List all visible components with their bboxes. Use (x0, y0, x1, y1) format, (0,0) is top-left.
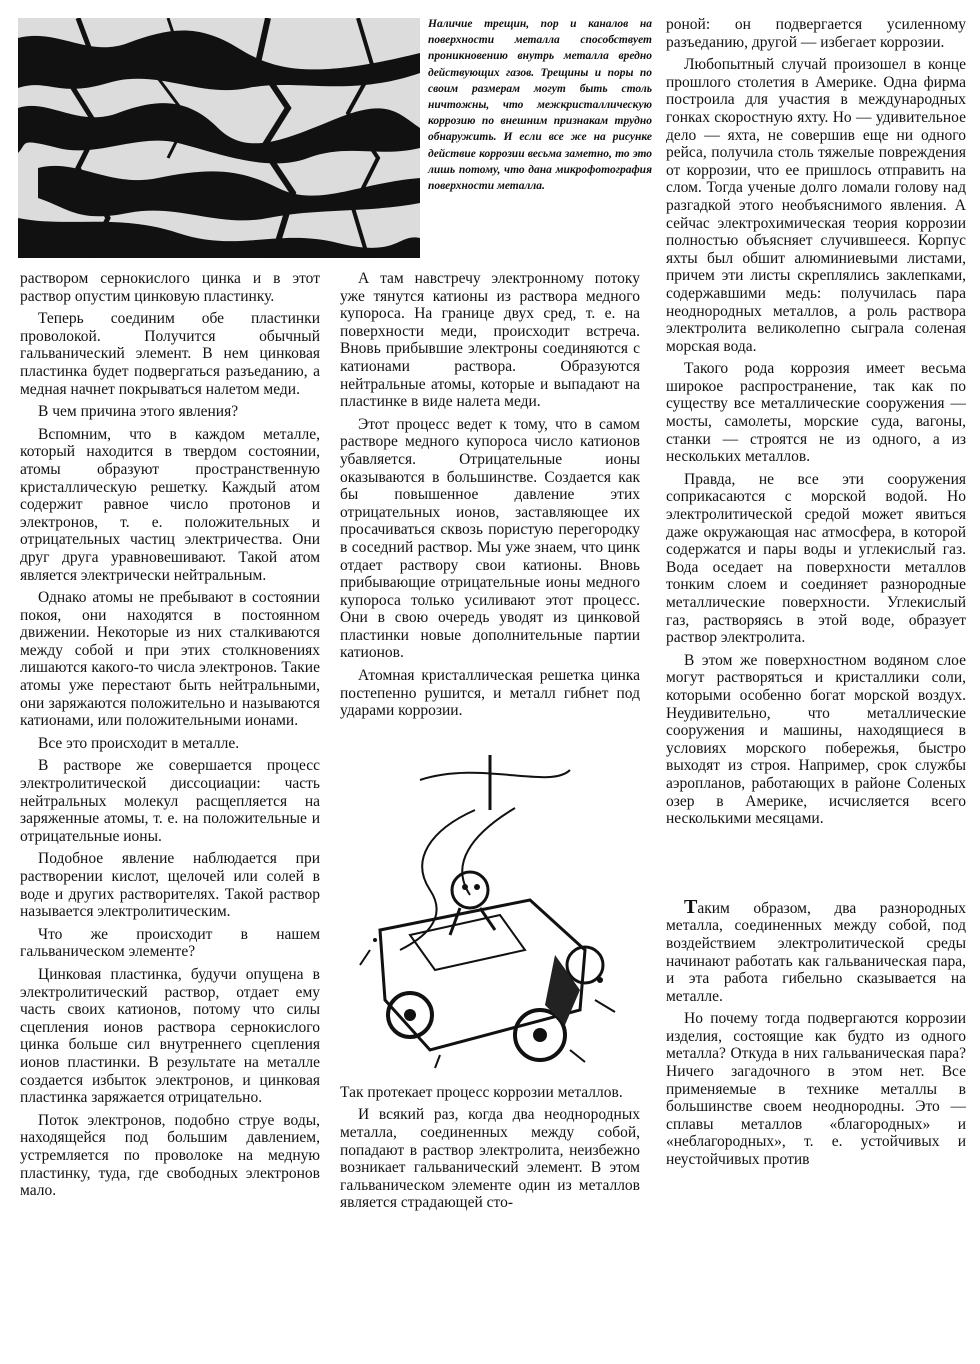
paragraph: Этот процесс ведет к тому, что в самом растворе медного купороса число катионов убавляется. Отрицательные ионы оказываются в большинстве. Создается как бы повышенное давление этих отрицательных ионов, заставляющее их просачиваться сквозь пористую перегородку в соседний раствор. Мы уже знаем, что цинк отдает раствору свои катионы. Вновь прибывающие отрицательные ионы медного купороса только усиливают этот процесс. Они в свою очередь уводят из цинковой пластинки новые дополнительные партии катионов. (340, 415, 640, 662)
paragraph: Любопытный случай произошел в конце прошлого столетия в Америке. Одна фирма построила для участия в международных гонках скоростную яхту. Но — удивительное дело — яхта, не совершив еще ни одного рейса, получила столь тяжелые повреждения от коррозии, что ее пришлось отправить на слом. Тогда ученые долго ломали голову над разгадкой этого необъяснимого явления. А сейчас электрохимическая теория коррозии полностью объясняет случившееся. Корпус яхты был обшит алюминиевыми листами, причем эти листы скреплялись заклепками, содержавшими медь: получилась пара неоднородных металлов, а роль раствора электролита великолепно сыграла соленая морская вода. (666, 56, 966, 355)
paragraph: Что же происходит в нашем гальваническом элементе? (20, 925, 320, 961)
paragraph: Цинковая пластинка, будучи опущена в электролитический раствор, отдает ему часть своих катионов, потому что силы сцепления ионов раствора сернокислого цинка больше сил внутреннего сцепления ионов пластинки. В результате на металле создается избыток электронов, и цинковая пластинка заряжается отрицательно. (20, 965, 320, 1107)
paragraph: Но почему тогда подвергаются коррозии изделия, состоящие как будто из одного металла? Откуда в них гальваническая пара? Ничего загадочного в этом нет. Все применяемые в технике металлы в большинстве своем неоднородны. Это — сплавы металлов «благородных» и «неблагородных», т. е. устойчивых и неустойчивых против (666, 1010, 966, 1169)
paragraph: В этом же поверхностном водяном слое могут растворяться и кристаллики соли, которыми особенно богат морской воздух. Неудивительно, что металлические сооружения и машины, находящиеся в условиях морского побережья, быстро выходят из строя. Например, срок службы аэропланов, работающих в районе Соленых озер в Америке, исчисляется всего несколькими месяцами. (666, 651, 966, 828)
text-column-3 (666, 16, 966, 1174)
paragraph: И всякий раз, когда два неоднородных металла, соединенных между собой, попадают в раствор электролита, неизбежно возникает гальванический элемент. В этом гальваническом элементе один из металлов является страдающей сто- (340, 1106, 640, 1212)
paragraph: Поток электронов, подобно струе воды, находящейся под большим давлением, устремляется по проволоке на медную пластинку, туда, где свободных электронов мало. (20, 1111, 320, 1200)
car-cartoon-icon (340, 750, 640, 1070)
microphotograph-icon (18, 18, 420, 258)
paragraph: Подобное явление наблюдается при растворении кислот, щелочей или солей в воде и других растворителях. Такой раствор называется электролитическим. (20, 850, 320, 921)
corrosion-microphotograph (18, 18, 420, 258)
paragraph: Атомная кристаллическая решетка цинка постепенно рушится, и металл гибнет под ударами коррозии. (340, 667, 640, 720)
paragraph-text: аким образом, два разнородных металла, соединенных между собой, под воздействием электролитической среды начинают работать как гальваническая пара, и эта работа гибельно сказывается на металле. (666, 899, 966, 1005)
paragraph: В растворе же совершается процесс электролитической диссоциации: часть нейтральных молекул расщепляется на заряженные атомы, т. е. на положительные и отрицательные ионы. (20, 757, 320, 845)
text-column-1 (20, 270, 320, 1205)
paragraph: Вспомним, что в каждом металле, который находится в твердом состоянии, атомы образуют пространственную кристаллическую решетку. Каждый атом содержит равное число протонов и электронов, т. е. положительных и отрицательных частиц электричества. Они друг друга уравновешивают. Такой атом является электрически нейтральным. (20, 425, 320, 584)
text-column-2 (340, 270, 640, 1217)
drop-cap: Т (684, 895, 698, 918)
paragraph: Все это происходит в металле. (38, 734, 240, 752)
section-gap (666, 833, 966, 899)
paragraph: В чем причина этого явления? (38, 403, 239, 421)
paragraph: раствором сернокислого цинка и в этот раствор опустим цинковую пластинку. (20, 270, 320, 305)
paragraph: Правда, не все эти сооружения соприкасаются с морской водой. Но электролитической средой может явиться даже окружающая нас атмосфера, в которой содержатся и пары воды и углекислый газ. Вода оседает на поверхности металлов тонким слоем и соединяет разнородные металлические поверхности. Углекислый газ, растворяясь в этой воде, образует раствор электролита. (666, 470, 966, 647)
paragraph: А там навстречу электронному потоку уже тянутся катионы из раствора медного купороса. На границе двух сред, т. е. на поверхности меди, происходит встреча. Вновь прибывшие электроны соединяются с катионами раствора. Образуются нейтральные атомы, которые и выпадают на пластинке в виде налета меди. (340, 270, 640, 411)
photo-caption: Наличие трещин, пор и каналов на поверхности металла способствует проникновению внутрь металла вредно действующих газов. Трещины и поры по своим размерам могут быть столь ничтожны, что межкристаллическую коррозию по внешним признакам трудно обнаружить. И если все же на рисунке действие коррозии весьма заметно, то это лишь потому, что дана микрофотография поверхности металла. (428, 18, 652, 193)
paragraph (666, 895, 966, 1006)
paragraph: Такого рода коррозия имеет весьма широкое распространение, так как по существу все металлические сооружения — мосты, самолеты, морские суда, вагоны, станки — строятся не из одного, а из нескольких металлов. (666, 360, 966, 466)
figure-caption: Так протекает процесс коррозии металлов. (340, 1083, 623, 1101)
paragraph: Теперь соединим обе пластинки проволокой. Получится обычный гальванический элемент. В нем цинковая пластинка будет подвергаться разъеданию, а медная начнет покрываться налетом меди. (20, 310, 320, 398)
car-illustration (340, 750, 640, 1070)
paragraph: Однако атомы не пребывают в состоянии покоя, они находятся в постоянном движении. Некоторые из них сталкиваются между собой и при этих столкновениях лишаются какого-то числа электронов. Такие атомы уже перестают быть нейтральными, они заряжаются положительно и называются катионами, или положительными ионами. (20, 589, 320, 730)
paragraph: роной: он подвергается усиленному разъеданию, другой — избегает коррозии. (666, 16, 966, 51)
